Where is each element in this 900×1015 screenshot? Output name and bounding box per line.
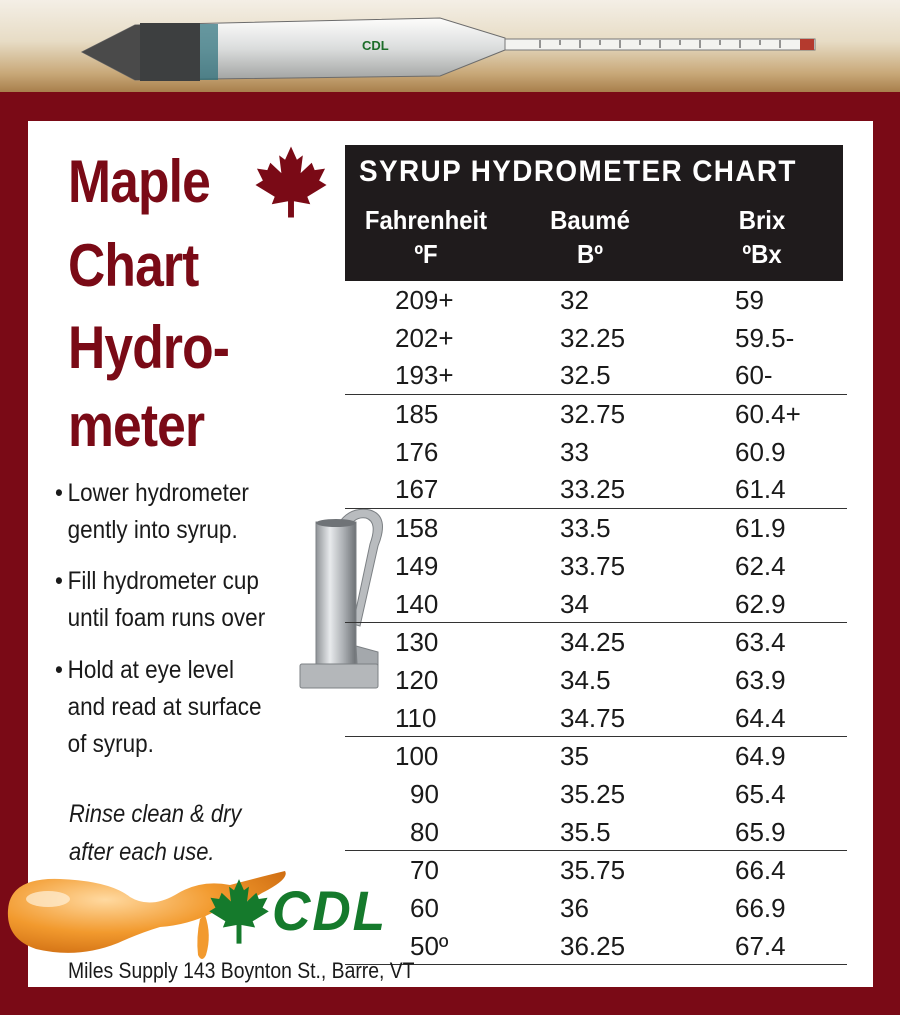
cell-brix: 65.9 bbox=[735, 816, 786, 847]
cell-fahrenheit: 100 bbox=[395, 741, 439, 772]
cell-fahrenheit: 120 bbox=[395, 664, 439, 695]
cell-fahrenheit: 110 bbox=[395, 702, 437, 733]
cell-baume: 36 bbox=[560, 893, 589, 923]
cell-brix: 59.5- bbox=[735, 322, 795, 353]
page-title-line-3: Hydro- bbox=[68, 314, 230, 381]
table-row bbox=[345, 699, 847, 737]
cell-baume: 33.5 bbox=[560, 513, 611, 544]
cell-baume: 33.75 bbox=[560, 550, 626, 581]
table-row bbox=[345, 623, 847, 661]
footer-address: Miles Supply 143 Boynton St., Barre, VT bbox=[68, 958, 415, 983]
cell-baume: 35.75 bbox=[560, 855, 626, 886]
instruction-1: • Lower hydrometer gently into syrup. bbox=[55, 479, 249, 544]
cell-baume: 34.5 bbox=[560, 664, 611, 695]
cell-brix: 62.4 bbox=[735, 550, 786, 581]
cell-fahrenheit: 158 bbox=[395, 513, 439, 544]
cell-fahrenheit: 80 bbox=[410, 816, 439, 847]
table-row bbox=[345, 661, 847, 699]
table-row bbox=[345, 851, 847, 889]
cell-fahrenheit: 167 bbox=[395, 474, 439, 505]
cell-brix: 63.9 bbox=[735, 664, 786, 695]
column-header-brix: Brix ºBx bbox=[738, 205, 786, 269]
care-note: Rinse clean & dry after each use. bbox=[69, 800, 242, 866]
cell-baume: 33.25 bbox=[560, 474, 626, 505]
table-row-group bbox=[345, 281, 847, 395]
cell-fahrenheit: 176 bbox=[395, 436, 439, 467]
table-row bbox=[345, 775, 847, 813]
column-header-fahrenheit: Fahrenheit ºF bbox=[364, 205, 488, 269]
table-row bbox=[345, 356, 847, 394]
cell-fahrenheit: 90 bbox=[410, 778, 439, 809]
maple-leaf-icon bbox=[253, 145, 329, 219]
table-row bbox=[345, 813, 847, 851]
page-title-line-2: Chart bbox=[68, 232, 199, 299]
table-row bbox=[345, 737, 847, 775]
cell-brix: 64.4 bbox=[735, 702, 786, 733]
cell-brix: 67.4 bbox=[735, 930, 786, 961]
table-row-group bbox=[345, 623, 847, 737]
cell-fahrenheit: 60 bbox=[410, 893, 439, 923]
table-row bbox=[345, 927, 847, 965]
cell-baume: 35.5 bbox=[560, 816, 611, 847]
cell-baume: 36.25 bbox=[560, 930, 626, 961]
cdl-leaf-icon bbox=[208, 875, 270, 949]
cell-brix: 60.4+ bbox=[735, 399, 801, 430]
table-row bbox=[345, 889, 847, 927]
cell-baume: 32 bbox=[560, 285, 589, 315]
table-title: SYRUP HYDROMETER CHART bbox=[359, 155, 797, 188]
cell-baume: 35.25 bbox=[560, 778, 626, 809]
table-row-group bbox=[345, 737, 847, 851]
cdl-logo-text: CDL bbox=[272, 879, 388, 942]
table-row bbox=[345, 395, 847, 433]
hydrometer-label: CDL bbox=[362, 38, 389, 53]
page-title-line-4: meter bbox=[68, 392, 205, 459]
cell-brix: 60.9 bbox=[735, 436, 786, 467]
cell-brix: 62.9 bbox=[735, 588, 786, 619]
cell-brix: 61.4 bbox=[735, 474, 786, 505]
cell-baume: 34.25 bbox=[560, 627, 626, 658]
table-row bbox=[345, 281, 847, 319]
cell-brix: 61.9 bbox=[735, 513, 786, 544]
table-row bbox=[345, 585, 847, 623]
table-row bbox=[345, 547, 847, 585]
hydrometer-image bbox=[0, 0, 900, 92]
page-title-line-1: Maple bbox=[68, 148, 210, 215]
cell-baume: 32.75 bbox=[560, 399, 626, 430]
instruction-2: • Fill hydrometer cup until foam runs over bbox=[55, 567, 266, 632]
table-row-group bbox=[345, 509, 847, 623]
cell-brix: 63.4 bbox=[735, 627, 786, 658]
cell-baume: 32.5 bbox=[560, 360, 611, 391]
instruction-3: • Hold at eye level and read at surface of syrup. bbox=[55, 656, 262, 758]
cell-fahrenheit: 209+ bbox=[395, 285, 454, 315]
table-body bbox=[345, 281, 847, 965]
cell-fahrenheit: 140 bbox=[395, 588, 439, 619]
column-header-baume: Baumé Bº bbox=[550, 205, 630, 269]
table-row bbox=[345, 509, 847, 547]
cell-fahrenheit: 130 bbox=[395, 627, 439, 658]
table-row-group bbox=[345, 851, 847, 965]
cell-brix: 66.9 bbox=[735, 893, 786, 923]
cell-fahrenheit: 185 bbox=[395, 399, 439, 430]
table-row bbox=[345, 319, 847, 357]
table-row bbox=[345, 470, 847, 508]
cell-brix: 64.9 bbox=[735, 741, 786, 772]
cell-baume: 34 bbox=[560, 588, 589, 619]
table-header bbox=[345, 145, 843, 281]
cell-fahrenheit: 149 bbox=[395, 550, 439, 581]
cell-brix: 60- bbox=[735, 360, 773, 391]
table-row-group bbox=[345, 395, 847, 509]
cell-baume: 35 bbox=[560, 741, 589, 772]
cell-baume: 32.25 bbox=[560, 322, 626, 353]
table-row bbox=[345, 433, 847, 471]
cell-fahrenheit: 50º bbox=[410, 930, 449, 961]
cell-baume: 34.75 bbox=[560, 702, 626, 733]
cell-baume: 33 bbox=[560, 436, 589, 467]
cell-brix: 59 bbox=[735, 285, 764, 315]
cell-brix: 65.4 bbox=[735, 778, 786, 809]
cell-fahrenheit: 202+ bbox=[395, 322, 454, 353]
cell-fahrenheit: 193+ bbox=[395, 360, 454, 391]
cell-fahrenheit: 70 bbox=[410, 855, 439, 886]
cell-brix: 66.4 bbox=[735, 855, 786, 886]
